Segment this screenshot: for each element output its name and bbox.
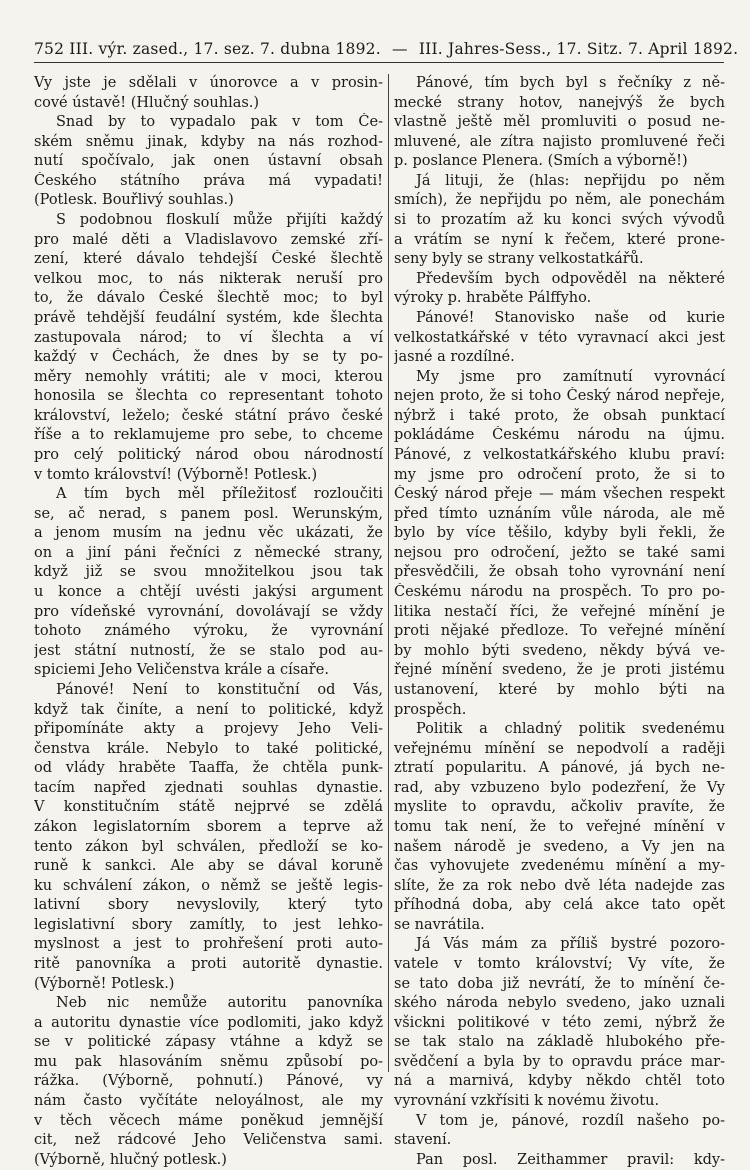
text-line: Český národ přeje — mám všechen respekt [394,486,725,503]
text-line: ku schválení zákon, o němž se ještě legis- [34,877,383,894]
text-line: (Výborně! Potlesk.) [34,975,175,992]
header-right: III. Jahres-Sess., 17. Sitz. 7. April 1892. [418,40,739,58]
text-line: seny byly se strany velkostatkářů. [394,251,644,268]
text-line: zákon legislatorním sborem a teprve až [34,818,383,835]
text-line: zastupovala národ; to ví šlechta a ví [34,329,383,346]
text-line: u konce a chtějí uvésti jakýsi argument [34,584,383,601]
text-line: tento zákon byl schválen, předloží se ko- [34,838,383,855]
text-line: každý v Čechách, že dnes by se ty po- [34,349,383,366]
text-line: ského národa nebylo svedeno, jako uznali [394,995,725,1012]
text-line: myslnost a jest to prohřešení proti auto- [34,936,383,953]
text-line: (Výborně, hlučný potlesk.) [34,1151,227,1168]
text-line: Snad by to vypadalo pak v tom Če- [56,114,383,131]
text-line: v těch věcech máme poněkud jemnější [34,1112,383,1129]
text-line: p. poslance Plenera. (Smích a výborně!) [394,153,688,170]
text-line: se tato doba již nevrátí, že to mínění če- [394,975,725,992]
text-line: mu pak hlasováním sněmu způsobí po- [34,1053,383,1070]
text-line: mecké strany hotov, nanejvýš že bych [394,94,725,111]
text-line: V tom je, pánové, rozdíl našeho po- [416,1112,725,1129]
text-line: ná a marnivá, kdyby někdo chtěl toto [394,1073,725,1090]
text-line: legislativní sbory zamítly, to jest lehko- [34,916,383,933]
text-line: lativní sbory nevyslovily, který tyto [34,897,383,914]
text-line: slíte, že za rok nebo dvě léta nadejde zas [394,877,725,894]
right-column [394,74,725,1170]
text-line: se, ač nerad, s panem posl. Werunským, [34,505,383,522]
text-line: velkostatkářské v této vyravnací akci jest [394,329,725,346]
text-line: rážka. (Výborně, pohnutí.) Pánové, vy [34,1073,383,1090]
text-line: před tímto uznáním vůle národa, ale mě [394,505,725,522]
text-line: Pánové! Stanovisko naše od kurie [416,309,725,326]
text-line: velkou moc, to nás nikterak neruší pro [34,270,383,287]
text-line: příhodná doba, aby celá akce tato opět [394,897,725,914]
text-line: by mohlo býti svedeno, někdy bývá ve- [394,642,725,659]
text-line: runě k sankci. Ale aby se dával koruně [34,858,383,875]
text-line: Pánové, tím bych byl s řečníky z ně- [416,75,725,91]
column-divider [388,74,389,1072]
text-line: nutí spočívalo, jak onen ústavní obsah [34,153,383,170]
text-line: A tím bych měl příležitosť rozloučiti [56,486,383,503]
text-line: říše a to reklamujeme pro sebe, to chceme [34,427,383,444]
text-line: nejsou pro odročení, ježto se také sami [394,544,725,561]
text-line: čas vyhovujete zvedenému mínění a my- [394,858,725,875]
text-line: Českého státního práva má vypadati! [34,172,383,189]
text-line: Vy jste je sdělali v únorovce a v prosin- [34,75,383,91]
text-line: myslite to opravdu, ačkoliv pravíte, že [394,799,725,816]
text-line: svědčení a byla by to opravdu práce mar- [394,1053,725,1070]
text-line: zení, které dávalo tehdejší České šlechtě [34,251,383,268]
text-line: vyrovnání vzkřísiti k novému životu. [394,1093,660,1110]
text-line: smích), že nepřijdu po něm, ale ponechám [394,192,725,209]
header-separator: — [391,40,408,58]
text-line: si to prozatím až ku konci svých vývodů [394,212,725,229]
text-line: přesvědčili, že obsah toho vyrovnání není [394,564,725,581]
text-line: měry nemohly vrátiti; ale v moci, kterou [34,368,383,385]
text-line: se tak stalo na základě hlubokého pře- [394,1034,725,1051]
text-line: spiciemi Jeho Veličenstva krále a císaře. [34,662,329,679]
text-line: ustanovení, které by mohlo býti na [394,681,725,698]
text-line: cit, než rádcové Jeho Veličenstva sami. [34,1132,383,1149]
text-line: litika nestačí říci, že veřejné mínění je [394,603,725,620]
text-line: proti nějaké předloze. To veřejné mínění [394,623,725,640]
text-line: on a jiní páni řečníci z německé strany, [34,544,383,561]
text-line: Pan posl. Zeithammer pravil: kdy- [416,1151,725,1168]
text-line: pro vídeňské vyrovnání, dovolávají se vždy [34,603,383,620]
text-line: se navrátila. [394,916,485,933]
text-line: (Potlesk. Bouřlivý souhlas.) [34,192,234,209]
text-line: mluvené, ale zítra najisto promluvené řeči [394,133,725,150]
text-line: Já lituji, že (hlas: nepřijdu po něm [416,172,725,189]
header-left: 752 III. výr. zased., 17. sez. 7. dubna 1892. [34,40,381,58]
text-line: Neb nic nemůže autoritu panovníka [56,995,383,1012]
text-line: nýbrž i také proto, že obsah punktací [394,407,725,424]
running-header [34,40,739,58]
left-column [34,74,383,1170]
text-line: v tomto království! (Výborně! Potlesk.) [34,466,318,483]
text-line: a vrátím se nyní k řečem, které prone- [394,231,725,248]
text-line: se v politické zápasy vtáhne a když se [34,1034,383,1051]
text-line: my jsme pro odročení proto, že si to [394,466,725,483]
text-line: Já Vás mám za příliš bystré pozoro- [416,936,725,953]
text-line: prospěch. [394,701,467,718]
text-line: a autoritu dynastie více podlomiti, jako když [34,1014,383,1031]
text-line: vatele v tomto království; Vy víte, že [394,956,725,973]
text-line: nám často vyčítáte neloyálnost, ale my [34,1093,383,1110]
text-line: pro malé děti a Vladislavovo zemské zří- [34,231,383,248]
text-line: vlastně ještě měl promluviti o posud ne- [394,114,725,131]
text-line: království, leželo; české státní právo české [34,407,383,424]
text-line: to, že dávalo České šlechtě moc; to byl [34,290,383,307]
text-line: honosila se šlechta co representant tohoto [34,388,383,405]
header-rule [34,62,724,63]
text-line: když tak činíte, a není to politické, když [34,701,383,718]
text-line: tomu tak není, že to veřejné mínění v [394,818,725,835]
text-line: když již se svou množitelkou jsou tak [34,564,383,581]
text-line: tohoto známého výroku, že vyrovnání [34,623,383,640]
text-line: veřejnému mínění se nepodvolí a raději [394,740,725,757]
text-line: Pánové! Není to konstituční od Vás, [56,681,383,698]
text-line: ritě panovníka a proti autoritě dynastie. [34,956,383,973]
text-line: Politik a chladný politik svedenému [416,721,725,738]
text-line: jest státní nutností, že se stalo pod au- [34,642,383,659]
text-line: ztratí popularitu. A pánové, já bych ne- [394,760,725,777]
text-line: a jenom musím na jednu věc ukázati, že [34,525,383,542]
text-line: stavení. [394,1132,452,1149]
text-line: Především bych odpověděl na některé [416,270,725,287]
text-line: Českému národu na prospěch. To pro po- [394,584,725,601]
text-line: čenstva krále. Nebylo to také politické, [34,740,383,757]
text-line: tacím napřed zjednati souhlas dynastie. [34,779,383,796]
text-line: S podobnou floskulí může přijíti každý [56,212,383,229]
text-line: bylo by více těšilo, kdyby byli řekli, že [394,525,725,542]
text-line: cové ústavě! (Hlučný souhlas.) [34,94,260,111]
text-line: našem národě je svedeno, a Vy jen na [394,838,725,855]
text-line: nejen proto, že si toho Český národ nepřeje, [394,388,725,405]
text-line: právě tehdější feudální systém, kde šlechta [34,309,383,326]
text-line: rad, aby vzbuzeno bylo podezření, že Vy [394,779,725,796]
text-line: jasné a rozdílné. [394,349,515,366]
text-line: pro celý politický národ obou národností [34,446,383,463]
text-line: pokládáme Českému národu na újmu. [394,427,725,444]
text-line: My jsme pro zamítnutí vyrovnácí [416,368,725,385]
text-line: Pánové, z velkostatkářského klubu praví: [394,446,725,463]
text-line: výroky p. hraběte Pálffyho. [394,290,592,307]
text-line: od vlády hraběte Taaffa, že chtěla punk- [34,760,383,777]
text-line: všickni politikové v této zemi, nýbrž že [394,1014,725,1031]
text-line: řejné mínění svedeno, že je proti jistému [394,662,725,679]
text-line: V konstitučním státě nejprvé se zdělá [34,799,383,816]
text-line: připomínáte akty a projevy Jeho Veli- [34,721,383,738]
text-line: ském sněmu jinak, kdyby na nás rozhod- [34,133,383,150]
